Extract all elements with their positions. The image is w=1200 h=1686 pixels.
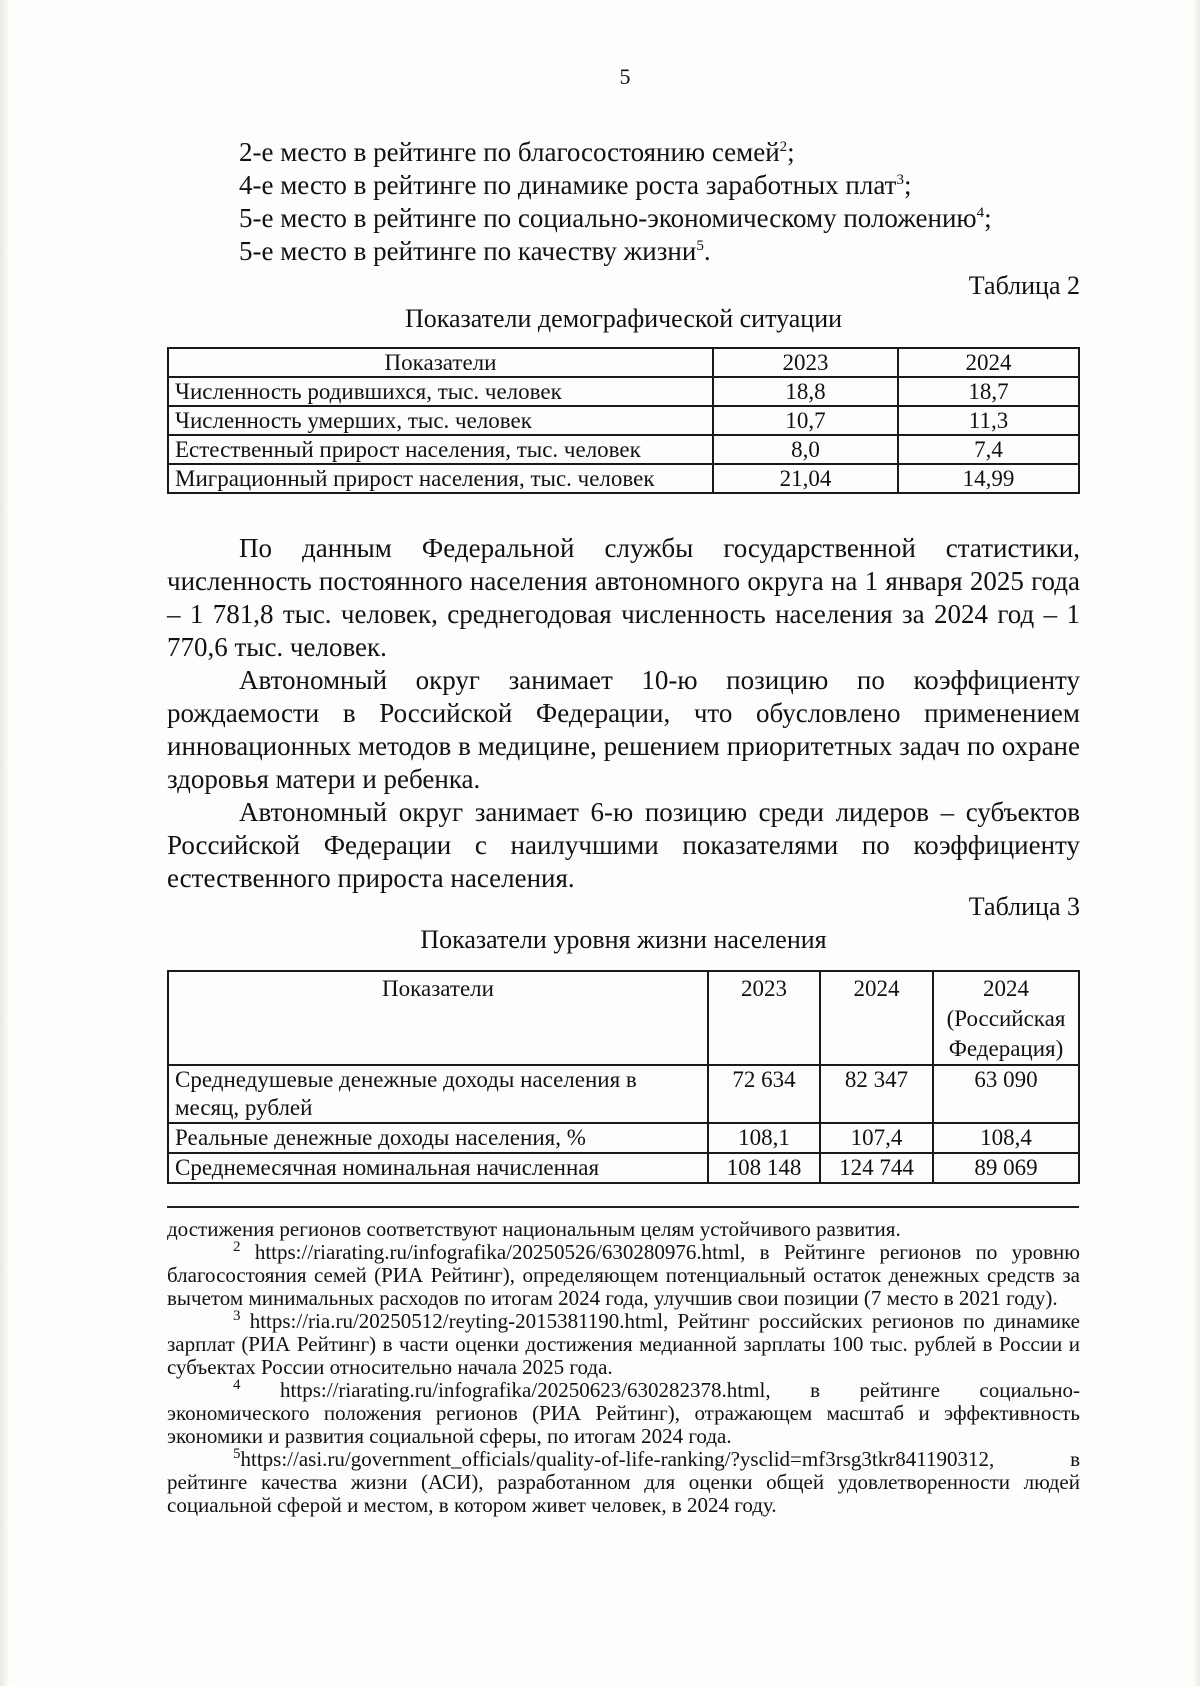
value-cell: 82 347 [820, 1065, 933, 1123]
footnote-number: 2 [233, 1239, 241, 1255]
value-cell: 63 090 [933, 1065, 1079, 1123]
footnote-number: 4 [233, 1377, 241, 1393]
ratings-list [167, 136, 1080, 268]
header-cell: 2023 [713, 348, 898, 377]
value-cell: 107,4 [820, 1123, 933, 1153]
footnote-continuation: достижения регионов соответствуют национальным целям устойчивого развития. [167, 1217, 901, 1241]
footnote-separator [167, 1206, 1079, 1208]
value-cell: 89 069 [933, 1153, 1079, 1183]
rating-item: 5-е место в рейтинге по социально-экономическому положению$^4$; [239, 203, 992, 233]
footnote-ref: 4 [976, 205, 985, 221]
footnote: $^5$https://asi.ru/government_officials/quality-of-life-ranking/?ysclid=mf3rsg3tkr841190312, в рейтинге качества жизни (АСИ), разработанном для оценки общей удовлетворенности людей социальной сферой и местом, в котором живет человек, в 2024 году. [167, 1446, 1080, 1517]
row-label: Среднемесячная номинальная начисленная [168, 1153, 708, 1183]
value-cell: 108,1 [708, 1123, 820, 1153]
header-cell: Показатели [168, 971, 708, 1065]
value-cell: 14,99 [898, 464, 1079, 493]
value-cell: 18,7 [898, 377, 1079, 406]
footnote-url: https://riarating.ru/infografika/20250526/630280976.html [254, 1240, 741, 1264]
paragraph: По данным Федеральной службы государственной статистики, численность постоянного населения автономного округа на 1 января 2025 года – 1 781,8 тыс. человек, среднегодовая численность населения за 2024 год – 1 770,6 тыс. человек. [167, 533, 1080, 662]
header-cell: 2024 [898, 348, 1079, 377]
table3-section [167, 891, 1080, 1184]
value-cell: 11,3 [898, 406, 1079, 435]
footnote-ref: 3 [896, 172, 904, 188]
footnote: $^4$ https://riarating.ru/infografika/20250623/630282378.html, в рейтинге социально-экономического положения регионов (РИА Рейтинг), отражающем масштаб и эффективность экономики и развития социальной сферы, по итогам 2024 года. [167, 1377, 1080, 1448]
value-cell: 108 148 [708, 1153, 820, 1183]
table2-title: Показатели демографической ситуации [404, 304, 843, 333]
table3-label: Таблица 3 [968, 892, 1080, 921]
row-label: Миграционный прирост населения, тыс. человек [168, 464, 713, 493]
table-row [168, 1123, 1079, 1153]
footnote-url: https://asi.ru/government_officials/quality-of-life-ranking/?ysclid=mf3rsg3tkr841190312 [240, 1447, 989, 1471]
row-label: Численность родившихся, тыс. человек [168, 377, 713, 406]
table-row [168, 406, 1079, 435]
paragraph: Автономный округ занимает 10-ю позицию по коэффициенту рождаемости в Российской Федерации, что обусловлено применением инновационных методов в медицине, решением приоритетных задач по охране здоровья матери и ребенка. [167, 665, 1080, 794]
rating-item: 4-е место в рейтинге по динамике роста заработных плат$^3$; [239, 170, 912, 200]
footnote-ref: 2 [779, 139, 788, 155]
table-header-row [168, 971, 1079, 1065]
rating-item: 5-е место в рейтинге по качеству жизни$^5$. [239, 236, 711, 266]
footnotes [167, 1218, 1080, 1517]
footnote-number: 3 [233, 1308, 241, 1324]
row-label: Реальные денежные доходы населения, % [168, 1123, 708, 1153]
row-label: Естественный прирост населения, тыс. человек [168, 435, 713, 464]
rating-item: 2-е место в рейтинге по благосостоянию семей$^2$; [239, 137, 795, 167]
body-text [167, 532, 1080, 895]
living-standards-table [167, 970, 1080, 1184]
table-row [168, 1153, 1079, 1183]
table-row [168, 435, 1079, 464]
footnote: $^2$ https://riarating.ru/infografika/20250526/630280976.html, в Рейтинге регионов по уровню благосостояния семей (РИА Рейтинг), определяющем потенциальный остаток денежных средств за вычетом минимальных расходов по итогам 2024 года, улучшив свои позиции (7 место в 2021 году). [167, 1239, 1080, 1310]
table-row [168, 1065, 1079, 1123]
header-cell: 2024 (Российская Федерация) [933, 971, 1079, 1065]
paragraph: Автономный округ занимает 6-ю позицию среди лидеров – субъектов Российской Федерации с наилучшими показателями по коэффициенту естественного прироста населения. [167, 797, 1080, 893]
value-cell: 108,4 [933, 1123, 1079, 1153]
footnote-number: 5 [233, 1446, 241, 1462]
footnote: $^3$ https://ria.ru/20250512/reyting-2015381190.html, Рейтинг российских регионов по динамике зарплат (РИА Рейтинг) в части оценки достижения медианной зарплаты 100 тыс. рублей в России и субъектах России относительно начала 2025 года. [167, 1308, 1080, 1379]
value-cell: 72 634 [708, 1065, 820, 1123]
page-number: 5 [619, 64, 631, 89]
row-label: Среднедушевые денежные доходы населения в месяц, рублей [168, 1065, 708, 1123]
row-label: Численность умерших, тыс. человек [168, 406, 713, 435]
table2-section [167, 270, 1080, 494]
scan-edge-right [1192, 0, 1200, 1686]
value-cell: 10,7 [713, 406, 898, 435]
header-cell: Показатели [168, 348, 713, 377]
table3-title: Показатели уровня жизни населения [420, 925, 827, 954]
table-row [168, 377, 1079, 406]
footnote-url: https://ria.ru/20250512/reyting-2015381190.html [249, 1309, 664, 1333]
table-header-row [168, 348, 1079, 377]
demography-table [167, 347, 1080, 494]
value-cell: 8,0 [713, 435, 898, 464]
table2-label: Таблица 2 [968, 271, 1080, 300]
footnote-url: https://riarating.ru/infografika/20250623/630282378.html [280, 1378, 766, 1402]
value-cell: 7,4 [898, 435, 1079, 464]
value-cell: 124 744 [820, 1153, 933, 1183]
value-cell: 21,04 [713, 464, 898, 493]
scan-edge-left [0, 0, 10, 1686]
footnote-ref: 5 [696, 238, 704, 254]
header-cell: 2024 [820, 971, 933, 1065]
header-cell: 2023 [708, 971, 820, 1065]
table-row [168, 464, 1079, 493]
value-cell: 18,8 [713, 377, 898, 406]
